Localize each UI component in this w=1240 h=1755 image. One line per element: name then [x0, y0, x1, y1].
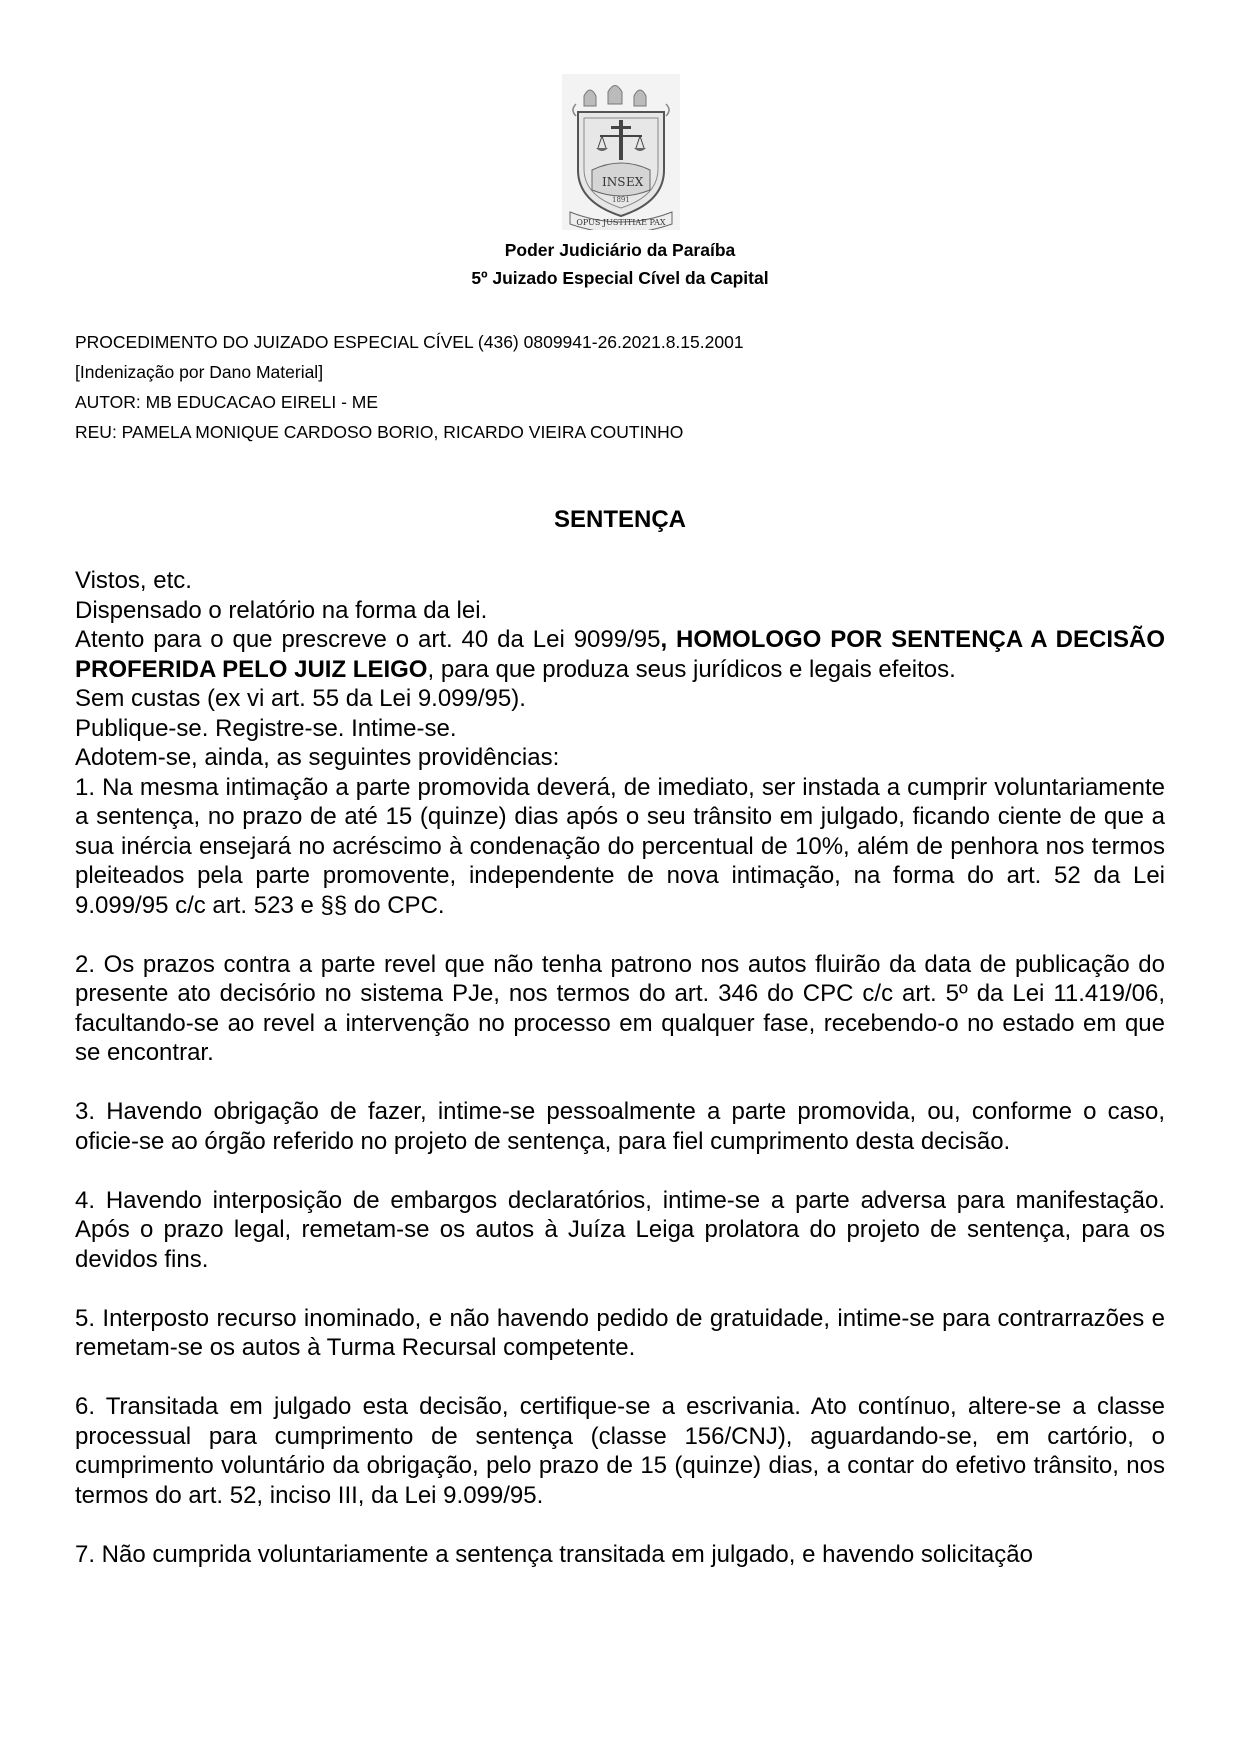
list-item: 3. Havendo obrigação de fazer, intime-se pessoalmente a parte promovida, ou, conforme o caso, oficie-se ao órgão referido no projeto de sentença, para fiel cumprimento desta decisão. — [75, 1098, 1165, 1155]
svg-text:INS: INS — [602, 175, 626, 189]
homologo-tail: , para que produza seus jurídicos e legais efeitos. — [427, 655, 956, 683]
case-procedure: PROCEDIMENTO DO JUIZADO ESPECIAL CÍVEL (436) 0809941-26.2021.8.15.2001 — [75, 332, 744, 352]
case-subject: [Indenização por Dano Material] — [75, 362, 324, 382]
svg-text:1891: 1891 — [612, 196, 630, 204]
list-item: 1. Na mesma intimação a parte promovida deverá, de imediato, ser instada a cumprir voluntariamente a sentença, no prazo de até 15 (quinze) dias após o seu trânsito em julgado, ficando ciente de que a sua inércia ensejará no acréscimo à condenação do percentual de 10%, além de penhora nos termos pleiteados pela parte promovente, independente de nova intimação, na forma do art. 52 da Lei 9.099/95 c/c art. 523 e §§ do CPC. — [75, 773, 1165, 919]
crest-emblem-icon — [562, 74, 680, 230]
paragraph-homologo — [75, 625, 1165, 684]
svg-text:EX: EX — [626, 175, 644, 189]
paragraph-adotem: Adotem-se, ainda, as seguintes providências: — [75, 744, 560, 771]
sentence-body — [75, 566, 1165, 1569]
paragraph-dispensado: Dispensado o relatório na forma da lei. — [75, 596, 488, 624]
court-name: Poder Judiciário da Paraíba — [504, 240, 736, 260]
homologo-decision: , HOMOLOGO POR SENTENÇA A DECISÃO PROFERIDA PELO JUIZ LEIGO — [75, 626, 1166, 683]
court-unit: 5º Juizado Especial Cível da Capital — [471, 268, 769, 288]
court-crest-logo — [562, 74, 680, 230]
paragraph-vistos: Vistos, etc. — [75, 567, 192, 594]
list-item: 4. Havendo interposição de embargos declaratórios, intime-se a parte adversa para manifestação. Após o prazo legal, remetam-se os autos à Juíza Leiga prolatora do projeto de sentença, para os devidos fins. — [75, 1186, 1165, 1273]
paragraph-custas: Sem custas (ex vi art. 55 da Lei 9.099/95). — [75, 685, 526, 712]
list-item: 6. Transitada em julgado esta decisão, certifique-se a escrivania. Ato contínuo, altere-se a classe processual para cumprimento de sentença (classe 156/CNJ), aguardando-se, em cartório, o cumprimento voluntário da obrigação, pelo prazo de 15 (quinze) dias, a contar do efetivo trânsito, nos termos do art. 52, inciso III, da Lei 9.099/95. — [75, 1393, 1165, 1509]
list-item: 2. Os prazos contra a parte revel que não tenha patrono nos autos fluirão da data de publicação do presente ato decisório no sistema PJe, nos termos do art. 346 do CPC c/c art. 5º da Lei 11.419/06, facultando-se ao revel a intervenção no processo em qualquer fase, recebendo-o no estado em que se encontrar. — [75, 950, 1165, 1066]
case-defendant: REU: PAMELA MONIQUE CARDOSO BORIO, RICARDO VIEIRA COUTINHO — [75, 422, 684, 442]
document-title: SENTENÇA — [553, 506, 686, 533]
case-author: AUTOR: MB EDUCACAO EIRELI - ME — [75, 392, 379, 412]
svg-text:OPUS JUSTITIAE PAX: OPUS JUSTITIAE PAX — [576, 218, 666, 227]
list-item: 5. Interposto recurso inominado, e não havendo pedido de gratuidade, intime-se para contrarrazões e remetam-se os autos à Turma Recursal competente. — [75, 1304, 1165, 1361]
paragraph-publique: Publique-se. Registre-se. Intime-se. — [75, 714, 457, 742]
list-item: 7. Não cumprida voluntariamente a sentença transitada em julgado, e havendo solicitação — [75, 1540, 1033, 1568]
homologo-intro: Atento para o que prescreve o art. 40 da Lei 9099/95 — [75, 626, 661, 653]
